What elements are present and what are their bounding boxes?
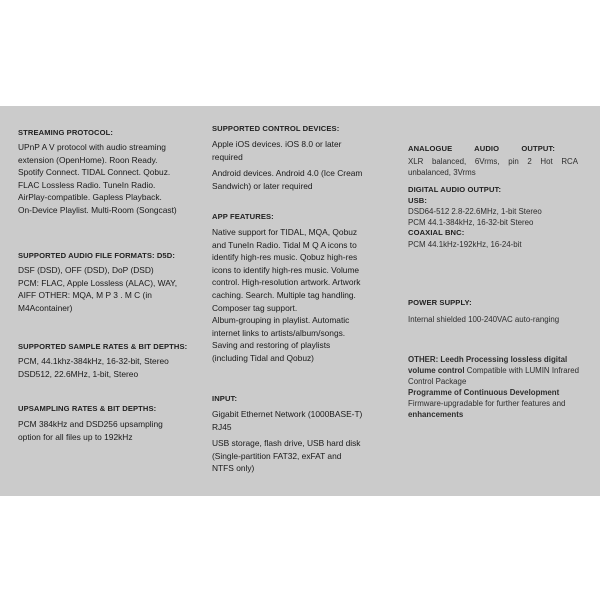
input-text <box>212 408 362 475</box>
text-line: M4Acontainer) <box>18 302 73 313</box>
digital-output-heading: DIGITAL AUDIO OUTPUT: <box>408 185 502 194</box>
text-line: Saving and restoring of playlists <box>212 340 331 351</box>
text-line: extension (OpenHome). Roon Ready. <box>18 154 158 165</box>
text-line: AirPlay-compatible. Gapless Playback. <box>18 192 162 203</box>
text-line: UPnP A V protocol with audio streaming <box>18 142 166 152</box>
programme-line: Programme of Continuous Development <box>408 388 560 397</box>
sample-rates-text <box>18 355 169 380</box>
text-line: Gigabit Ethernet Network (1000BASE-T) <box>212 409 363 419</box>
other-rest: Compatible with LUMIN Infrared Control Package <box>408 366 580 386</box>
text-line: AIFF OTHER: MQA, M P 3 . M C (in <box>18 290 152 301</box>
text-line: DSD512, 22.6MHz, 1-bit, Stereo <box>18 368 139 379</box>
text-line: FLAC Lossless Radio. TuneIn Radio. <box>18 179 156 190</box>
input-heading: INPUT: <box>212 394 238 403</box>
power-supply-text <box>408 314 576 325</box>
audio-formats-text <box>18 264 177 314</box>
text-line: Spotify Connect. TIDAL Connect. Qobuz. <box>18 167 171 178</box>
control-devices-heading: SUPPORTED CONTROL DEVICES: <box>212 124 340 133</box>
text-line: Android devices. Android 4.0 (Ice Cream <box>212 168 363 179</box>
text-line: Sandwich) or later required <box>212 180 313 191</box>
text-line: PCM 44.1-384kHz, 16-32-bit Stereo <box>408 218 534 227</box>
text-line: On-Device Playlist. Multi-Room (Songcast) <box>18 204 177 215</box>
streaming-protocol-heading: STREAMING PROTOCOL: <box>18 128 113 137</box>
text-line: DSD64-512 2.8-22.6MHz, 1-bit Stereo <box>408 207 542 216</box>
text-line: control. High-resolution artwork. Artwork <box>212 277 361 288</box>
usb-output-text <box>408 206 542 228</box>
usb-label: USB: <box>408 196 427 205</box>
text-line: USB storage, flash drive, USB hard disk <box>212 438 361 449</box>
text-line: DSF (DSD), OFF (DSD), DoP (DSD) <box>18 265 154 275</box>
text-line: PCM, 44.1khz-384kHz, 16-32-bit, Stereo <box>18 356 169 366</box>
text-line: PCM 44.1kHz-192kHz, 16-24-bit <box>408 240 522 249</box>
upsampling-text <box>18 418 163 443</box>
upsampling-heading: UPSAMPLING RATES & BIT DEPTHS: <box>18 404 157 413</box>
firmware-line: Firmware-upgradable for further features and <box>408 399 566 408</box>
streaming-protocol-text <box>18 141 177 217</box>
coaxial-label: COAXIAL BNC: <box>408 228 465 237</box>
text-line: identify high-res music. Qobuz high-res <box>212 252 358 263</box>
coaxial-output-text <box>408 239 522 250</box>
audio-formats-heading: SUPPORTED AUDIO FILE FORMATS: D5D: <box>18 251 175 260</box>
text-line: Internal shielded 100-240VAC auto-ranging <box>408 315 560 324</box>
text-line: caching. Search. Multiple tag handling. <box>212 289 356 300</box>
text-line: NTFS only) <box>212 463 255 474</box>
spec-panel <box>0 106 600 496</box>
text-line: (including Tidal and Qobuz) <box>212 352 314 363</box>
text-line: option for all files up to 192kHz <box>18 431 133 442</box>
text-line: Apple iOS devices. iOS 8.0 or later <box>212 139 342 149</box>
app-features-text <box>212 226 360 365</box>
other-text <box>408 354 584 420</box>
power-supply-heading: POWER SUPPLY: <box>408 298 472 307</box>
text-line: internet links to artists/album/songs. <box>212 327 346 338</box>
text-line: and TuneIn Radio. Tidal M Q A icons to <box>212 239 357 250</box>
app-features-heading: APP FEATURES: <box>212 212 274 221</box>
enhancements-word: enhancements <box>408 410 464 419</box>
text-line: (Single-partition FAT32, exFAT and <box>212 450 342 461</box>
text-line: Album-grouping in playlist. Automatic <box>212 315 350 326</box>
text-line: XLR balanced, 6Vrms, pin 2 Hot RCA unbalanced, 3Vrms <box>408 157 578 177</box>
text-line: required <box>212 151 243 162</box>
analogue-output-heading: ANALOGUE AUDIO OUTPUT: <box>408 144 555 153</box>
text-line: PCM 384kHz and DSD256 upsampling <box>18 419 163 429</box>
control-devices-text <box>212 138 362 192</box>
text-line: Composer tag support. <box>212 302 298 313</box>
sample-rates-heading: SUPPORTED SAMPLE RATES & BIT DEPTHS: <box>18 342 188 351</box>
text-line: PCM: FLAC, Apple Lossless (ALAC), WAY, <box>18 277 178 288</box>
analogue-output-text <box>408 156 578 178</box>
text-line: icons to identify high-res music. Volume <box>212 264 360 275</box>
text-line: Native support for TIDAL, MQA, Qobuz <box>212 227 358 237</box>
text-line: RJ45 <box>212 421 232 432</box>
other-lead: OTHER: Leedh Processing lossless digital volume control <box>408 355 568 375</box>
